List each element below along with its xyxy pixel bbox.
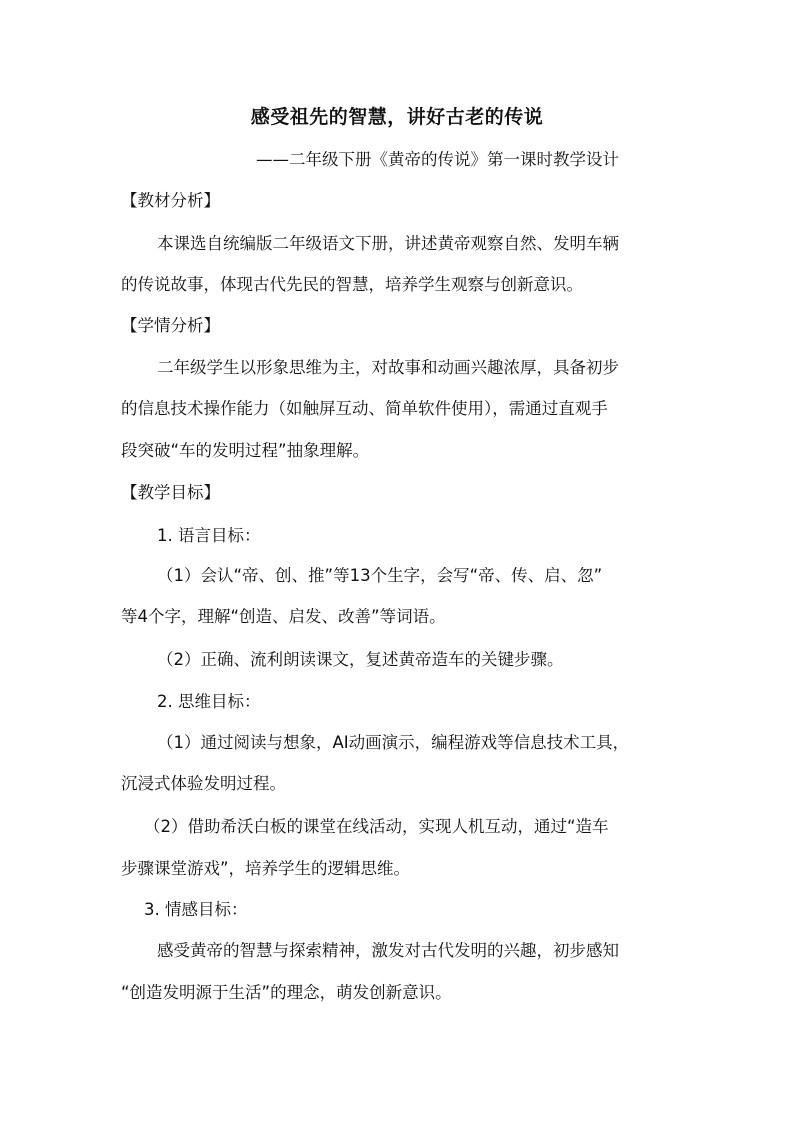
paragraph-line: 的传说故事，体现古代先民的智慧，培养学生观察与创新意识。 [121,275,583,294]
goal-label-emotion: 3. 情感目标： [144,900,248,919]
section-heading-textbook-analysis: 【教材分析】 [121,191,220,210]
paragraph-line: 的信息技术操作能力（如触屏互动、简单软件使用），需通过直观手 [121,399,608,418]
section-heading-teaching-goals: 【教学目标】 [121,483,220,502]
goal-label-language: 1. 语言目标： [157,526,261,545]
goal-item-line: 步骤课堂游戏”，培养学生的逻辑思维。 [121,859,411,878]
section-heading-student-analysis: 【学情分析】 [121,316,220,335]
paragraph-line: 段突破“车的发明过程”抽象理解。 [121,441,370,460]
paragraph-line: 本课选自统编版二年级语文下册，讲述黄帝观察自然、发明车辆 [157,234,619,253]
document-title: 感受祖先的智慧，讲好古老的传说 [250,106,544,128]
goal-item-line: 沉浸式体验发明过程。 [121,774,286,793]
document-subtitle: ——二年级下册《黄帝的传说》第一课时教学设计 [256,150,619,169]
goal-item-line: （2）正确、流利朗读课文，复述黄帝造车的关键步骤。 [157,650,564,669]
paragraph-line: 二年级学生以形象思维为主，对故事和动画兴趣浓厚，具备初步 [157,358,619,377]
goal-item-line: （2）借助希沃白板的课堂在线活动，实现人机互动，通过“造车 [144,817,609,836]
goal-label-thinking: 2. 思维目标： [157,692,261,711]
goal-item-line: 等4个字，理解“创造、启发、改善”等词语。 [121,607,446,626]
paragraph-line: “创造发明源于生活”的理念，萌发创新意识。 [121,983,452,1002]
paragraph-line: 感受黄帝的智慧与探索精神，激发对古代发明的兴趣，初步感知 [157,941,619,960]
goal-item-line: （1）通过阅读与想象，AI动画演示，编程游戏等信息技术工具， [157,733,630,752]
goal-item-line: （1）会认“帝、创、推”等13个生字，会写“帝、传、启、忽” [157,566,603,585]
